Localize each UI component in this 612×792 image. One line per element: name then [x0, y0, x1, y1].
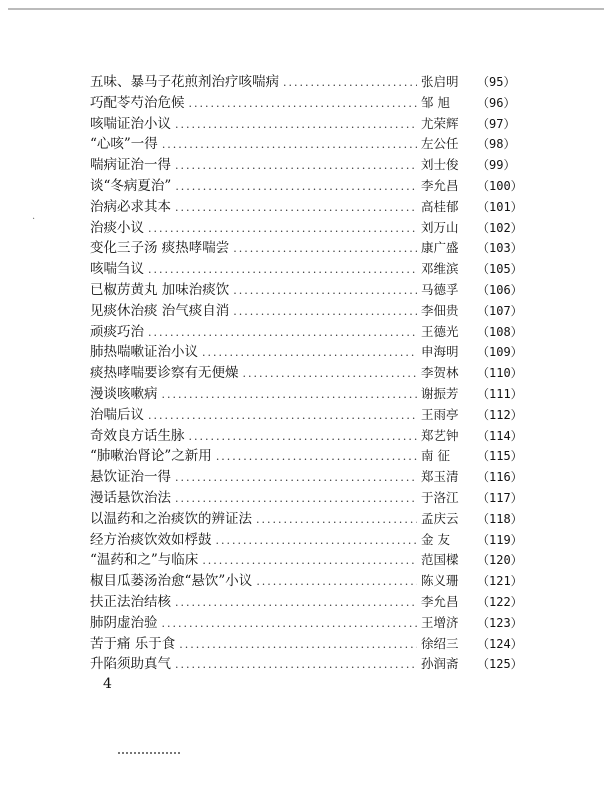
- toc-entry-author: 于洛江: [421, 489, 459, 505]
- dot-leader: [175, 198, 417, 219]
- toc-entry[interactable]: [90, 322, 523, 343]
- toc-entry-page: （108）: [477, 324, 523, 339]
- toc-entry-author: 康广盛: [421, 240, 459, 256]
- dot-leader: [162, 385, 418, 406]
- toc-entry-page: （99）: [477, 158, 516, 173]
- dot-leader: [175, 489, 417, 510]
- toc-entry-title: “心咳”一得: [90, 136, 158, 153]
- toc-entry-page: （100）: [477, 178, 523, 193]
- toc-entry-page: （120）: [477, 553, 523, 568]
- toc-entry-author: 王德光: [421, 323, 459, 339]
- dot-leader: [148, 219, 417, 240]
- dot-leader: [202, 343, 417, 364]
- toc-entry-page: （125）: [477, 657, 523, 672]
- dot-leader: [256, 510, 417, 531]
- toc-entry-title: 已椒苈黄丸 加味治痰饮: [90, 281, 230, 298]
- toc-entry[interactable]: [90, 176, 523, 197]
- toc-entry[interactable]: [90, 426, 523, 447]
- page-top-edge: [8, 8, 604, 10]
- dot-leader: [162, 614, 418, 635]
- dot-leader: [175, 593, 417, 614]
- toc-entry[interactable]: [90, 72, 515, 93]
- toc-entry-title: 悬饮证治一得: [90, 469, 171, 486]
- toc-entry[interactable]: [90, 550, 523, 571]
- toc-entry-page: （118）: [477, 511, 523, 526]
- toc-entry-author: 李贺林: [421, 365, 459, 381]
- toc-entry-author: 高桂郁: [421, 198, 459, 214]
- toc-entry-title: 治痰小议: [90, 219, 144, 236]
- toc-entry-page: （103）: [477, 241, 523, 256]
- toc-entry-title: 变化三子汤 痰热哮喘尝: [90, 240, 230, 257]
- toc-entry-title: 以温药和之治痰饮的辨证法: [90, 510, 252, 527]
- toc-entry[interactable]: [90, 342, 523, 363]
- toc-entry-page: （106）: [477, 282, 523, 297]
- toc-entry-author: 郑艺钟: [421, 427, 459, 443]
- scan-smudge: [118, 752, 180, 757]
- toc-entry-page: （97）: [477, 116, 516, 131]
- toc-entry[interactable]: [90, 571, 523, 592]
- toc-entry-title: 治病必求其本: [90, 198, 171, 215]
- toc-entry-author: 金 友: [421, 531, 450, 547]
- toc-entry-page: （119）: [477, 532, 523, 547]
- toc-entry-page: （95）: [477, 75, 516, 89]
- dot-leader: [216, 531, 418, 552]
- toc-entry-page: （111）: [477, 386, 523, 401]
- toc-entry-author: 李佃贵: [421, 302, 459, 318]
- toc-entry-page: （105）: [477, 262, 523, 277]
- dot-leader: [175, 115, 417, 136]
- toc-entry-page: （107）: [477, 303, 523, 318]
- dot-leader: [175, 177, 417, 198]
- toc-entry-author: 王雨亭: [421, 406, 459, 422]
- toc-entry-page: （124）: [477, 636, 523, 651]
- toc-entry[interactable]: [90, 488, 523, 509]
- toc-entry-title: 苦于痛 乐于食: [90, 635, 176, 652]
- toc-entry-author: 邹 旭: [421, 94, 450, 110]
- toc-entry-title: 扶正法治结核: [90, 593, 171, 610]
- toc-entry-title: 漫话悬饮治法: [90, 489, 171, 506]
- toc-entry-author: 马德孚: [421, 281, 459, 297]
- toc-entry-page: （110）: [477, 366, 523, 381]
- toc-entry-author: 张启明: [421, 74, 459, 89]
- toc-entry-author: 孟庆云: [421, 510, 459, 526]
- margin-mark: ·: [32, 214, 36, 225]
- dot-leader: [216, 447, 417, 468]
- dot-leader: [148, 406, 417, 427]
- toc-entry[interactable]: [90, 613, 523, 634]
- toc-entry[interactable]: [90, 634, 523, 655]
- toc-entry-author: 范国樑: [421, 552, 459, 568]
- dot-leader: [243, 364, 418, 385]
- toc-entry[interactable]: [90, 592, 523, 613]
- toc-entry-author: 徐绍三: [421, 635, 459, 651]
- toc-entry[interactable]: [90, 238, 523, 259]
- toc-entry[interactable]: [90, 155, 515, 176]
- dot-leader: [148, 260, 417, 281]
- page-number: 4: [103, 676, 112, 692]
- dot-leader: [233, 281, 417, 302]
- toc-entry[interactable]: [90, 197, 523, 218]
- toc-entry[interactable]: [90, 301, 523, 322]
- toc-entry-author: 李允昌: [421, 593, 459, 609]
- toc-entry-page: （112）: [477, 407, 523, 422]
- toc-entry-author: 李允昌: [421, 177, 459, 193]
- toc-entry-page: （101）: [477, 199, 523, 214]
- dot-leader: [179, 635, 417, 656]
- toc-entry-title: 痰热哮喘要诊察有无便燥: [90, 365, 239, 382]
- toc-entry-title: 咳喘证治小议: [90, 115, 171, 132]
- toc-entry-page: （98）: [477, 137, 516, 152]
- toc-entry-title: 漫谈咳嗽病: [90, 385, 158, 402]
- toc-entry[interactable]: [90, 134, 515, 155]
- toc-entry-author: 谢振芳: [421, 385, 459, 401]
- toc-entry[interactable]: [90, 446, 523, 467]
- toc-entry[interactable]: [90, 363, 523, 384]
- toc-entry-author: 尤荣辉: [421, 115, 459, 131]
- toc-entry[interactable]: [90, 280, 523, 301]
- toc-entry-title: 奇效良方话生脉: [90, 427, 185, 444]
- toc-entry-title: 经方治痰饮效如桴鼓: [90, 531, 212, 548]
- dot-leader: [175, 655, 417, 676]
- toc-entry-title: 巧配苓芍治危候: [90, 94, 185, 111]
- dot-leader: [148, 323, 417, 344]
- toc-entry[interactable]: [90, 654, 523, 675]
- dot-leader: [233, 239, 417, 260]
- toc-entry-page: （109）: [477, 345, 523, 360]
- toc-entry-author: 南 征: [421, 448, 450, 464]
- toc-entry-title: 肺阴虚治验: [90, 614, 158, 631]
- toc-entry-page: （117）: [477, 490, 523, 505]
- toc-entry-page: （116）: [477, 470, 523, 485]
- toc-entry-page: （115）: [477, 449, 523, 464]
- toc-entry[interactable]: [90, 509, 523, 530]
- toc-entry-title: 肺热喘嗽证治小议: [90, 344, 198, 361]
- toc-entry-page: （122）: [477, 594, 523, 609]
- dot-leader: [256, 572, 417, 593]
- toc-entry[interactable]: [90, 384, 523, 405]
- toc-entry-author: 邓维滨: [421, 261, 459, 277]
- toc-entry-title: “肺嗽治肾论”之新用: [90, 448, 212, 465]
- toc-entry-title: 升陷须助真气: [90, 656, 171, 673]
- toc-entry-title: 五味、暴马子花煎剂治疗咳喘病: [90, 74, 279, 90]
- toc-entry-author: 孙润斋: [421, 656, 459, 672]
- toc-entry[interactable]: [90, 259, 523, 280]
- dot-leader: [233, 302, 417, 323]
- toc-entry-title: 谈“冬病夏治”: [90, 177, 172, 194]
- toc-entry-page: （96）: [477, 95, 516, 110]
- toc-entry-title: 喘病证治一得: [90, 157, 171, 174]
- toc-entry[interactable]: [90, 114, 515, 135]
- toc-entry-author: 申海明: [421, 344, 459, 360]
- toc-entry-page: （114）: [477, 428, 523, 443]
- toc-entry-page: （102）: [477, 220, 523, 235]
- toc-entry-title: 见痰休治痰 治气痰自消: [90, 302, 230, 319]
- toc-entry-page: （123）: [477, 615, 523, 630]
- toc-entry-author: 郑玉清: [421, 469, 459, 485]
- dot-leader: [283, 73, 417, 94]
- dot-leader: [175, 156, 417, 177]
- toc-entry-title: 咳喘刍议: [90, 261, 144, 278]
- toc-entry-author: 王增济: [421, 614, 459, 630]
- dot-leader: [202, 551, 417, 572]
- table-of-contents: [90, 72, 523, 675]
- toc-entry-author: 左公任: [421, 136, 459, 152]
- toc-entry[interactable]: [90, 467, 523, 488]
- dot-leader: [162, 135, 417, 156]
- dot-leader: [189, 427, 418, 448]
- toc-entry[interactable]: [90, 530, 523, 551]
- toc-entry-title: 顽痰巧治: [90, 323, 144, 340]
- toc-entry-author: 刘士俊: [421, 157, 459, 173]
- toc-entry-page: （121）: [477, 574, 523, 589]
- toc-entry-title: 治喘后议: [90, 406, 144, 423]
- dot-leader: [189, 94, 418, 115]
- toc-entry[interactable]: [90, 93, 515, 114]
- toc-entry[interactable]: [90, 218, 523, 239]
- toc-entry-title: 椒目瓜蒌汤治愈“悬饮”小议: [90, 573, 253, 590]
- dot-leader: [175, 468, 417, 489]
- toc-entry-title: “温药和之”与临床: [90, 552, 199, 569]
- toc-entry-author: 刘万山: [421, 219, 459, 235]
- toc-entry-author: 陈义珊: [421, 573, 459, 589]
- toc-entry[interactable]: [90, 405, 523, 426]
